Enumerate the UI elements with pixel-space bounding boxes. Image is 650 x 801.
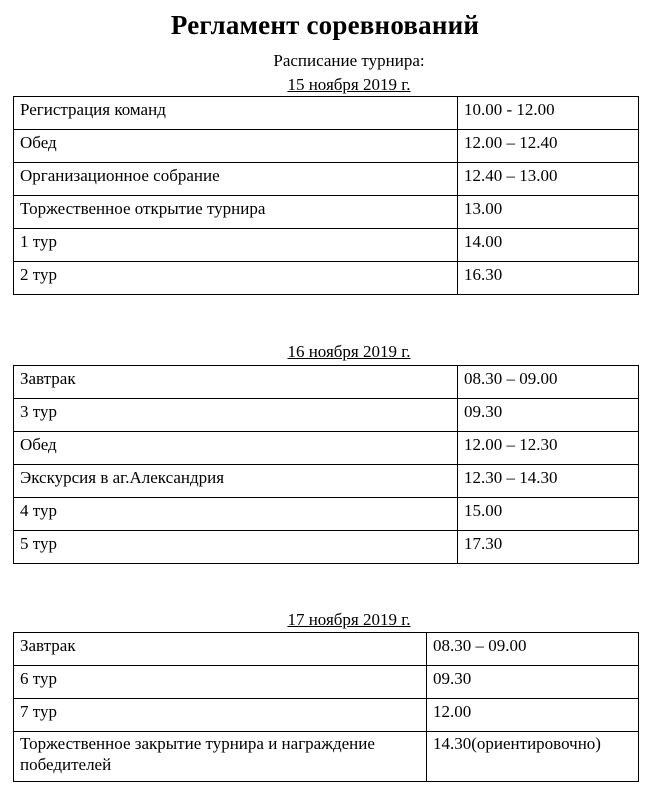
- table-row: [14, 732, 639, 782]
- event-cell: 3 тур: [14, 399, 458, 432]
- event-cell: 7 тур: [14, 699, 427, 732]
- event-cell: Экскурсия в аг.Александрия: [14, 465, 458, 498]
- table-row: [14, 633, 639, 666]
- day-2-schedule-table: [13, 365, 639, 564]
- table-row: [14, 399, 639, 432]
- table-row: [14, 465, 639, 498]
- time-cell: 13.00: [458, 196, 639, 229]
- time-cell: 14.30(ориентировочно): [427, 732, 639, 782]
- time-cell: 09.30: [458, 399, 639, 432]
- event-cell: 4 тур: [14, 498, 458, 531]
- event-cell: Завтрак: [14, 366, 458, 399]
- time-cell: 08.30 – 09.00: [458, 366, 639, 399]
- table-row: [14, 531, 639, 564]
- event-cell: Торжественное закрытие турнира и награждение победителей: [14, 732, 427, 782]
- time-cell: 14.00: [458, 229, 639, 262]
- time-cell: 17.30: [458, 531, 639, 564]
- table-row: [14, 498, 639, 531]
- day-3-heading: 17 ноября 2019 г.: [287, 610, 411, 629]
- event-cell: Завтрак: [14, 633, 427, 666]
- page-title: Регламент соревнований: [170, 10, 480, 40]
- table-row: [14, 366, 639, 399]
- day-2-heading: 16 ноября 2019 г.: [287, 342, 411, 361]
- table-row: [14, 130, 639, 163]
- table-row: [14, 699, 639, 732]
- event-cell: Регистрация команд: [14, 97, 458, 130]
- event-cell: Обед: [14, 432, 458, 465]
- table-row: [14, 666, 639, 699]
- table-row: [14, 229, 639, 262]
- table-row: [14, 432, 639, 465]
- table-row: [14, 97, 639, 130]
- day-1-schedule-table: [13, 96, 639, 295]
- table-row: [14, 196, 639, 229]
- time-cell: 12.00 – 12.30: [458, 432, 639, 465]
- event-cell: Организационное собрание: [14, 163, 458, 196]
- event-cell: 6 тур: [14, 666, 427, 699]
- time-cell: 16.30: [458, 262, 639, 295]
- time-cell: 12.00: [427, 699, 639, 732]
- time-cell: 15.00: [458, 498, 639, 531]
- time-cell: 12.30 – 14.30: [458, 465, 639, 498]
- time-cell: 08.30 – 09.00: [427, 633, 639, 666]
- schedule-subtitle: Расписание турнира:: [273, 51, 425, 70]
- time-cell: 10.00 - 12.00: [458, 97, 639, 130]
- table-row: [14, 163, 639, 196]
- event-cell: 5 тур: [14, 531, 458, 564]
- table-row: [14, 262, 639, 295]
- event-cell: 2 тур: [14, 262, 458, 295]
- day-1-heading: 15 ноября 2019 г.: [287, 75, 411, 94]
- time-cell: 09.30: [427, 666, 639, 699]
- event-cell: Торжественное открытие турнира: [14, 196, 458, 229]
- day-3-schedule-table: [13, 632, 639, 782]
- event-cell: Обед: [14, 130, 458, 163]
- event-cell: 1 тур: [14, 229, 458, 262]
- time-cell: 12.00 – 12.40: [458, 130, 639, 163]
- time-cell: 12.40 – 13.00: [458, 163, 639, 196]
